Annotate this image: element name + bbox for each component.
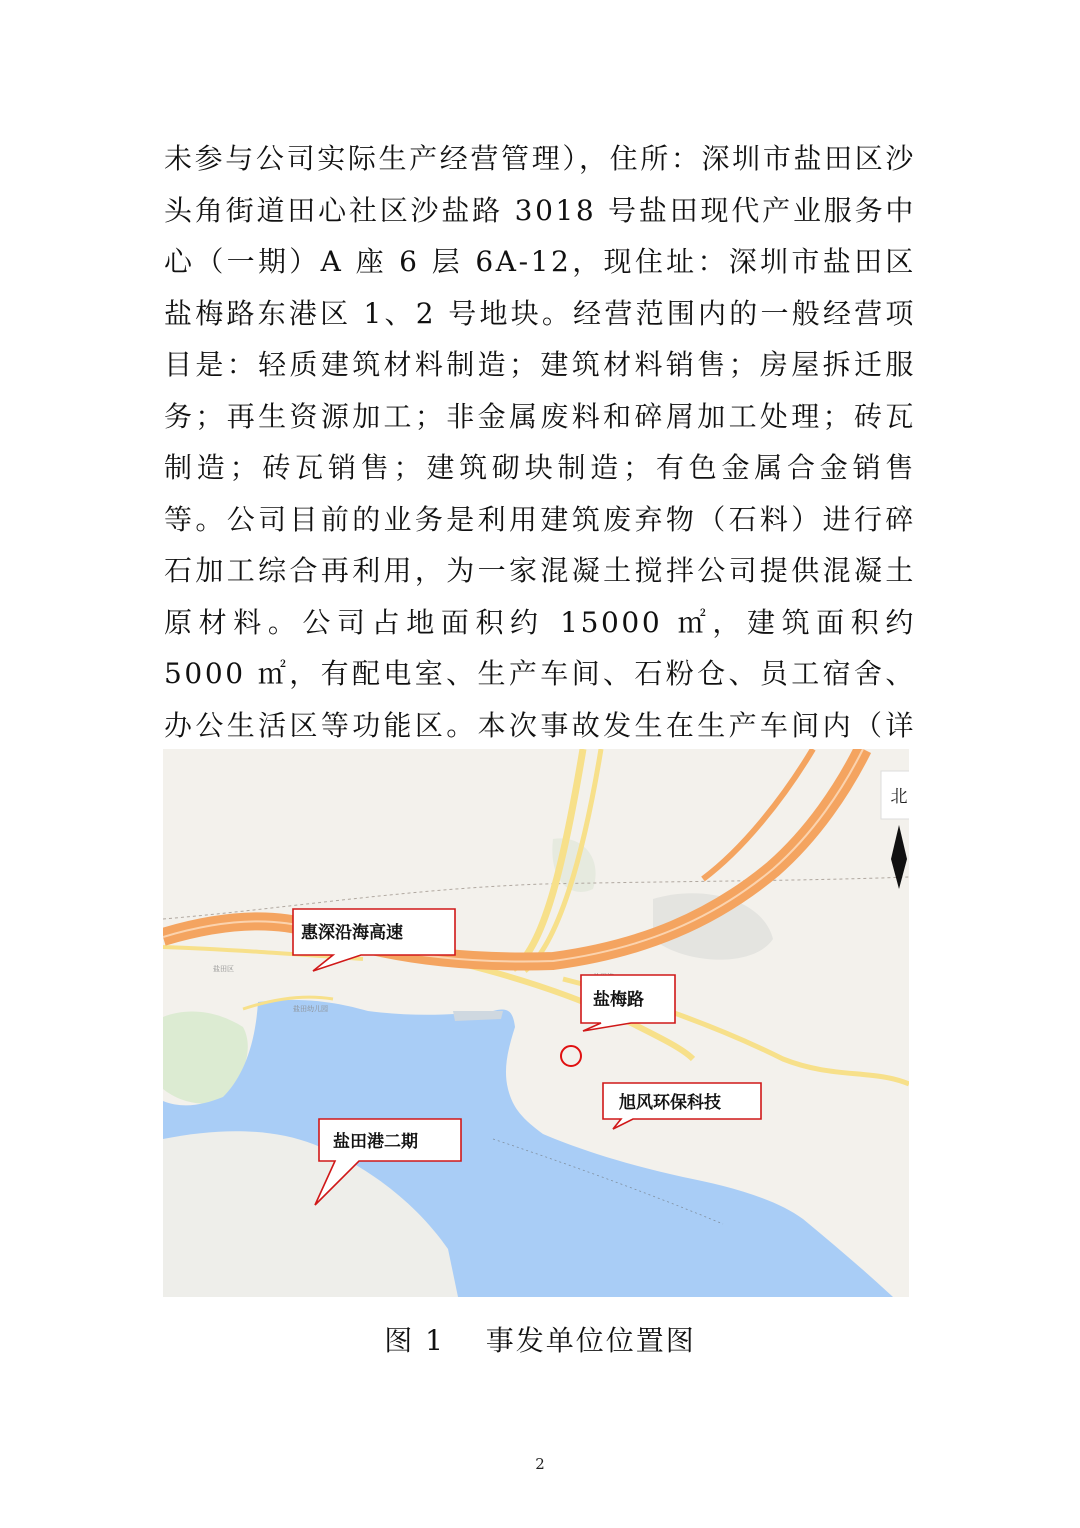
callout-expressway-label: 惠深沿海高速	[301, 923, 403, 943]
callout-company-label: 旭风环保科技	[619, 1093, 721, 1113]
map-label-school: 盐田幼儿园	[293, 1005, 328, 1013]
callout-port-label: 盐田港二期	[333, 1132, 418, 1152]
map-canvas	[163, 749, 909, 1297]
north-label: 北	[890, 787, 908, 807]
page-number: 2	[535, 1455, 545, 1473]
location-map	[163, 749, 909, 1297]
figure-caption: 图 1 事发单位位置图	[384, 1324, 696, 1357]
callout-yanmei-road	[581, 975, 675, 1031]
map-label-district: 盐田区	[213, 965, 234, 973]
body-text-block	[164, 133, 916, 803]
body-paragraph: 未参与公司实际生产经营管理），住所：深圳市盐田区沙头角街道田心社区沙盐路 3018 号盐田现代产业服务中心（一期）A 座 6 层 6A-12，现住址：深圳市盐田区盐梅路东港区 1、2 号地块。经营范围内的一般经营项目是：轻质建筑材料制造；建筑材料销售；房屋拆迁服务；再生资源加工；非金属废料和碎屑加工处理；砖瓦制造；砖瓦销售；建筑砌块制造；有色金属合金销售等。公司目前的业务是利用建筑废弃物（石料）进行碎石加工综合再利用，为一家混凝土搅拌公司提供混凝土原材料。公司占地面积约 15000 ㎡，建筑面积约 5000 ㎡，有配电室、生产车间、石粉仓、员工宿舍、办公生活区等功能区。本次事故发生在生产车间内（详	[164, 142, 916, 742]
callout-yanmei-road-label: 盐梅路	[593, 990, 644, 1010]
